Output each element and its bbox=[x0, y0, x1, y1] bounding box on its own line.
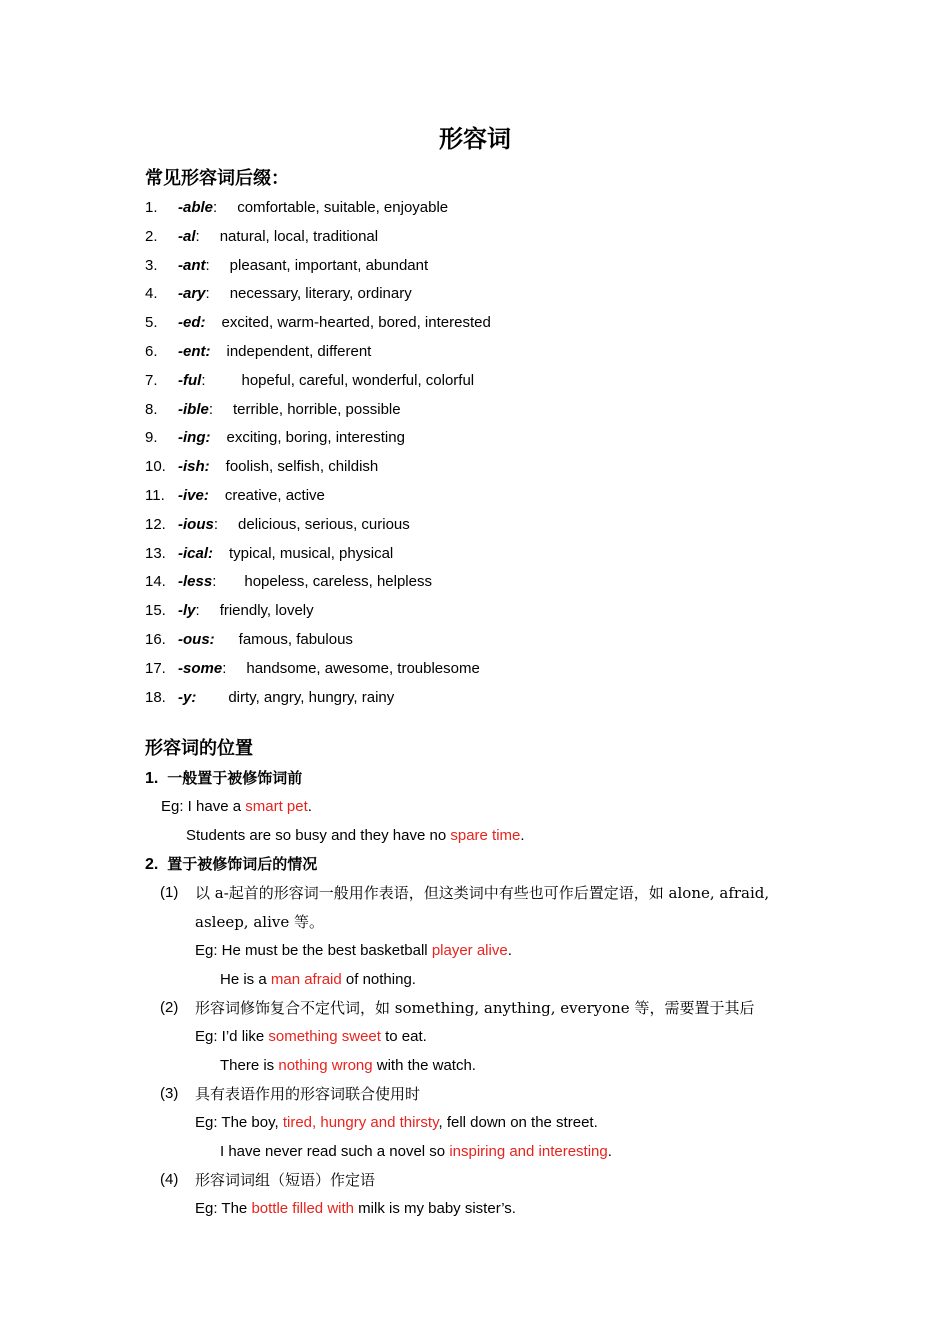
suffix-example-words: hopeless, careless, helpless bbox=[244, 573, 432, 590]
subpoint-1-text-cont: asleep, alive 等。 bbox=[195, 913, 324, 931]
suffix-example-words: independent, different bbox=[226, 343, 372, 360]
example-text: . bbox=[520, 827, 525, 844]
suffix-separator: : bbox=[213, 199, 218, 216]
suffix-item-number: 5. bbox=[145, 314, 158, 331]
subpoint-2-example-1 bbox=[195, 1027, 427, 1047]
suffix-item-number: 11. bbox=[145, 487, 165, 504]
subpoint-4-text: 形容词词组（短语）作定语 bbox=[195, 1171, 376, 1189]
subpoint-3-example-1 bbox=[195, 1113, 598, 1133]
point-1-heading bbox=[145, 767, 302, 790]
suffix-item-number: 7. bbox=[145, 372, 158, 389]
suffix-item-number: 12. bbox=[145, 516, 166, 533]
example-highlight: spare time bbox=[450, 827, 521, 844]
suffix-example-words: dirty, angry, hungry, rainy bbox=[228, 689, 395, 706]
suffix-item-number: 15. bbox=[145, 602, 166, 619]
suffix-separator: : bbox=[208, 401, 214, 418]
example-text: . bbox=[307, 798, 312, 815]
suffix-item-line bbox=[178, 428, 405, 448]
example-highlight: bottle filled with bbox=[251, 1200, 354, 1217]
suffix-item-line bbox=[178, 659, 480, 679]
example-text: Students are so busy and they have no bbox=[186, 827, 451, 844]
suffix-separator: : bbox=[212, 573, 217, 590]
suffix-item-number: 14. bbox=[145, 573, 166, 590]
example-text: Eg: I’d like bbox=[195, 1028, 269, 1045]
position-section-heading: 形容词的位置 bbox=[145, 738, 253, 758]
suffix-item-number: 13. bbox=[145, 545, 166, 562]
suffix-item-number: 1. bbox=[145, 199, 158, 216]
suffix-item-line bbox=[178, 342, 371, 362]
suffix-label: -some bbox=[178, 660, 223, 677]
suffix-item-number: 2. bbox=[145, 228, 158, 245]
suffix-separator: : bbox=[201, 372, 206, 389]
suffix-item-number: 8. bbox=[145, 401, 158, 418]
suffix-label: -ing: bbox=[178, 429, 211, 446]
suffix-example-words: friendly, lovely bbox=[219, 602, 314, 619]
suffix-label: -ious bbox=[178, 516, 214, 533]
example-text: Eg: He must be the best basketball bbox=[195, 942, 432, 959]
point-1-example-2 bbox=[186, 826, 525, 846]
subpoint-2-example-2 bbox=[220, 1056, 476, 1076]
suffix-example-words: terrible, horrible, possible bbox=[233, 401, 401, 418]
suffix-separator: : bbox=[205, 285, 210, 302]
suffix-label: -ary bbox=[178, 285, 206, 302]
suffix-item-line bbox=[178, 371, 474, 391]
suffix-example-words: excited, warm-hearted, bored, interested bbox=[221, 314, 491, 331]
suffix-label: -ive: bbox=[178, 487, 209, 504]
example-text: Eg: I have a bbox=[161, 798, 246, 815]
suffix-label: -ed: bbox=[178, 314, 206, 331]
suffix-item-number: 16. bbox=[145, 631, 166, 648]
suffix-section-heading: 常见形容词后缀： bbox=[145, 168, 289, 188]
subpoint-1-example-2 bbox=[220, 970, 416, 990]
suffix-separator: : bbox=[222, 660, 227, 677]
example-highlight: inspiring and interesting bbox=[449, 1143, 608, 1160]
subpoint-1-text: 以 a-起首的形容词一般用作表语，但这类词中有些也可作后置定语，如 alone, afraid, bbox=[195, 884, 770, 902]
example-text: , fell down on the street. bbox=[438, 1114, 598, 1131]
suffix-label: -ous: bbox=[178, 631, 215, 648]
suffix-label: -ical: bbox=[178, 545, 214, 562]
suffix-label: -ly bbox=[178, 602, 196, 619]
example-text: of nothing. bbox=[341, 971, 416, 988]
example-highlight: nothing wrong bbox=[278, 1057, 373, 1074]
subpoint-3-number: (3) bbox=[160, 1085, 179, 1102]
suffix-example-words: necessary, literary, ordinary bbox=[229, 285, 412, 302]
suffix-example-words: delicious, serious, curious bbox=[238, 516, 410, 533]
example-text: Eg: The boy, bbox=[195, 1114, 283, 1131]
suffix-item-line bbox=[178, 457, 378, 477]
suffix-separator: : bbox=[195, 602, 200, 619]
suffix-item-line bbox=[178, 313, 491, 333]
suffix-label: -ible bbox=[178, 401, 209, 418]
suffix-example-words: famous, fabulous bbox=[238, 631, 353, 648]
suffix-separator: : bbox=[213, 516, 219, 533]
suffix-item-number: 9. bbox=[145, 429, 158, 446]
example-highlight: man afraid bbox=[270, 971, 342, 988]
suffix-item-number: 17. bbox=[145, 660, 166, 677]
point-1-example-1 bbox=[161, 797, 312, 817]
suffix-label: -al bbox=[178, 228, 196, 245]
suffix-item-number: 6. bbox=[145, 343, 158, 360]
example-text: There is bbox=[220, 1057, 279, 1074]
example-highlight: smart pet bbox=[245, 798, 308, 815]
suffix-item-line bbox=[178, 544, 393, 564]
example-text: to eat. bbox=[380, 1028, 427, 1045]
subpoint-3-text: 具有表语作用的形容词联合使用时 bbox=[195, 1085, 421, 1103]
subpoint-4-number: (4) bbox=[160, 1171, 179, 1188]
example-highlight: something sweet bbox=[268, 1028, 381, 1045]
subpoint-2-number: (2) bbox=[160, 999, 179, 1016]
suffix-item-line bbox=[178, 284, 412, 304]
subpoint-4-example-1 bbox=[195, 1199, 516, 1219]
suffix-item-number: 3. bbox=[145, 257, 158, 274]
suffix-item-line bbox=[178, 486, 325, 506]
example-text: . bbox=[607, 1143, 612, 1160]
subpoint-1-number: (1) bbox=[160, 884, 179, 901]
example-text: with the watch. bbox=[372, 1057, 476, 1074]
suffix-example-words: handsome, awesome, troublesome bbox=[246, 660, 480, 677]
point-2-number: 2. bbox=[145, 856, 159, 873]
suffix-item-line bbox=[178, 601, 314, 621]
suffix-item-line bbox=[178, 227, 378, 247]
point-1-number: 1. bbox=[145, 770, 159, 787]
example-text: He is a bbox=[220, 971, 271, 988]
subpoint-1-example-1 bbox=[195, 941, 512, 961]
suffix-item-line bbox=[178, 688, 394, 708]
suffix-example-words: comfortable, suitable, enjoyable bbox=[237, 199, 449, 216]
suffix-label: -y: bbox=[178, 689, 197, 706]
point-2-heading bbox=[145, 853, 317, 876]
suffix-example-words: foolish, selfish, childish bbox=[225, 458, 379, 475]
suffix-item-line bbox=[178, 400, 401, 420]
suffix-example-words: pleasant, important, abundant bbox=[229, 257, 429, 274]
suffix-example-words: typical, musical, physical bbox=[229, 545, 394, 562]
example-text: I have never read such a novel so bbox=[220, 1143, 450, 1160]
suffix-label: -less bbox=[178, 573, 213, 590]
suffix-label: -ent: bbox=[178, 343, 211, 360]
subpoint-2-text: 形容词修饰复合不定代词，如 something, anything, everyone 等，需要置于其后 bbox=[195, 999, 755, 1017]
suffix-label: -ful bbox=[178, 372, 202, 389]
suffix-separator: : bbox=[205, 257, 210, 274]
suffix-example-words: hopeful, careful, wonderful, colorful bbox=[241, 372, 475, 389]
point-2-text: 置于被修饰词后的情况 bbox=[167, 855, 318, 873]
example-highlight: tired, hungry and thirsty bbox=[282, 1114, 439, 1131]
suffix-item-number: 4. bbox=[145, 285, 158, 302]
example-highlight: player alive bbox=[431, 942, 508, 959]
suffix-item-line bbox=[178, 515, 410, 535]
point-1-text: 一般置于被修饰词前 bbox=[167, 769, 303, 787]
example-text: milk is my baby sister’s. bbox=[354, 1200, 516, 1217]
suffix-item-number: 10. bbox=[145, 458, 166, 475]
page-title: 形容词 bbox=[439, 126, 511, 153]
subpoint-3-example-2 bbox=[220, 1142, 612, 1162]
suffix-item-line bbox=[178, 572, 432, 592]
suffix-label: -ish: bbox=[178, 458, 210, 475]
suffix-example-words: exciting, boring, interesting bbox=[226, 429, 405, 446]
example-text: Eg: The bbox=[195, 1200, 252, 1217]
suffix-label: -able bbox=[178, 199, 214, 216]
suffix-item-line bbox=[178, 630, 353, 650]
suffix-example-words: natural, local, traditional bbox=[219, 228, 379, 245]
suffix-separator: : bbox=[195, 228, 200, 245]
suffix-label: -ant bbox=[178, 257, 206, 274]
suffix-example-words: creative, active bbox=[224, 487, 325, 504]
suffix-item-line bbox=[178, 256, 428, 276]
example-text: . bbox=[507, 942, 512, 959]
suffix-item-number: 18. bbox=[145, 689, 166, 706]
suffix-item-line bbox=[178, 198, 448, 218]
